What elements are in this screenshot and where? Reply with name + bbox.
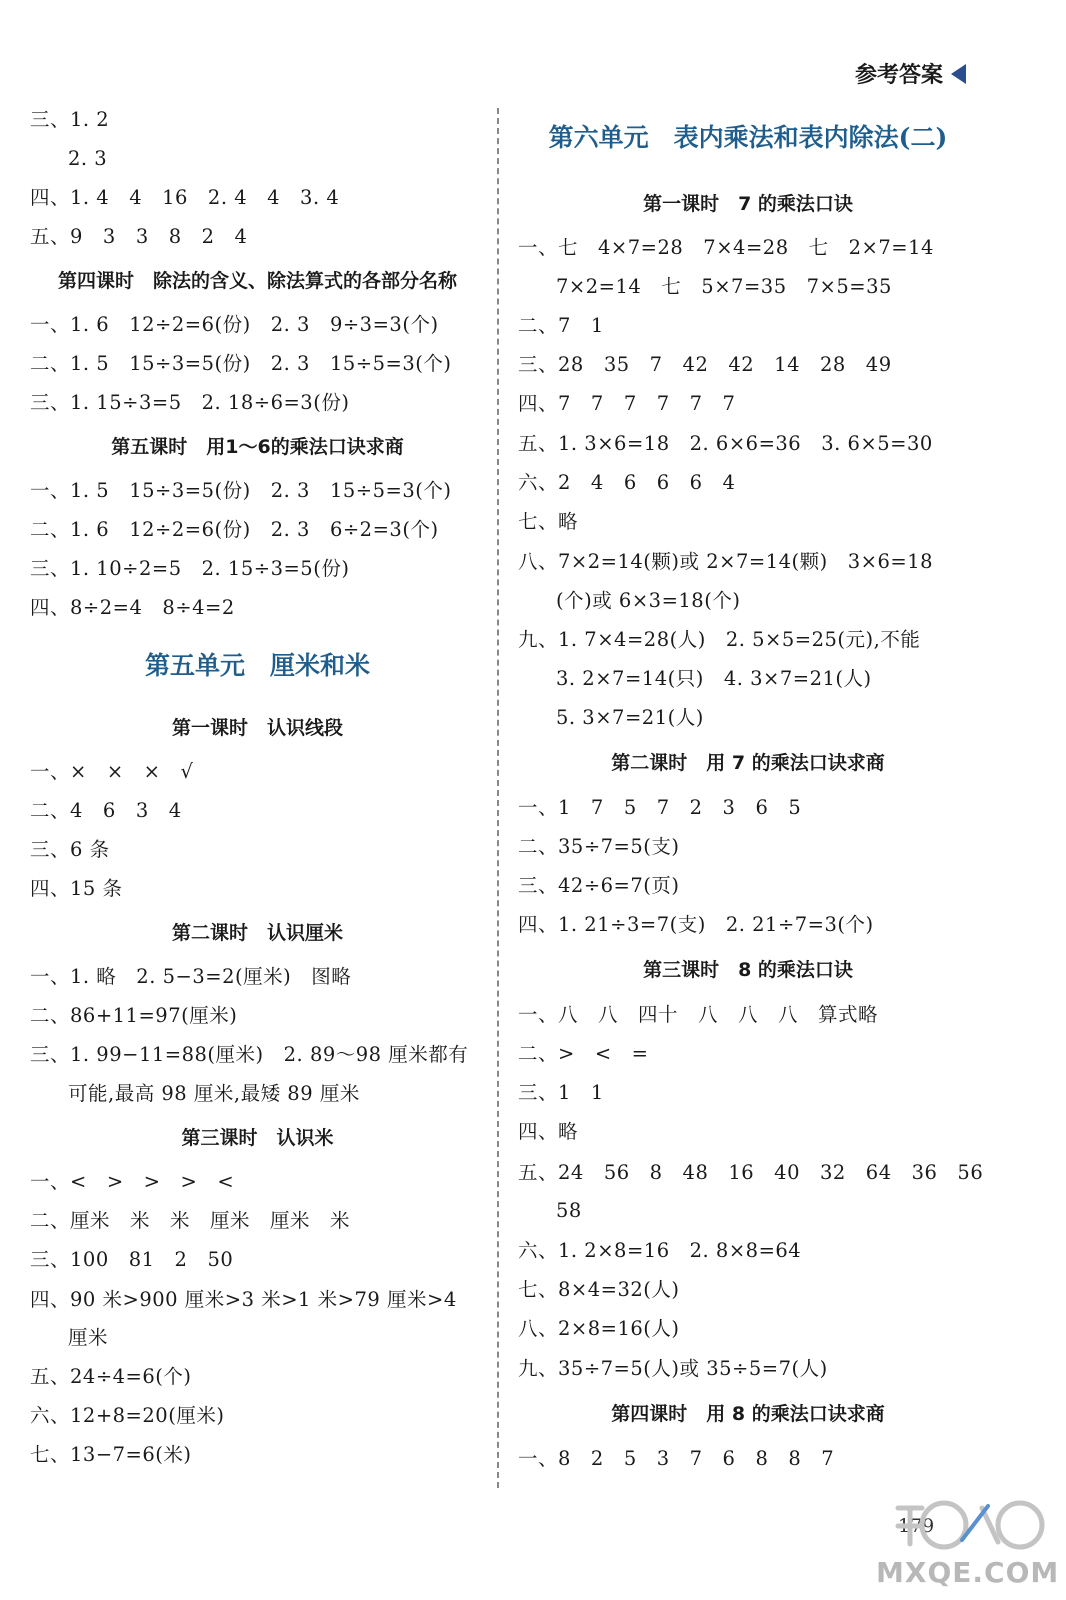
lesson-heading: 第二课时 认识厘米 <box>171 922 343 944</box>
answer-line: 一、1. 5 15÷3=5(份) 2. 3 15÷5=3(个) <box>30 479 452 502</box>
page-number: 179 <box>898 1515 935 1537</box>
answer-line: 八、2×8=16(人) <box>518 1317 680 1340</box>
lesson-heading: 第一课时 7 的乘法口诀 <box>643 193 853 215</box>
answer-line: 二、> < = <box>518 1042 649 1065</box>
unit-heading: 第五单元 厘米和米 <box>144 651 370 680</box>
answer-line: 四、1. 4 4 16 2. 4 4 3. 4 <box>30 186 340 209</box>
answer-line: 六、12+8=20(厘米) <box>30 1404 225 1427</box>
lesson-heading: 第三课时 8 的乘法口诀 <box>643 959 853 981</box>
lesson-heading: 第四课时 用 8 的乘法口诀求商 <box>611 1403 885 1425</box>
answer-line: 四、7 7 7 7 7 7 <box>518 392 736 415</box>
lesson-heading: 第二课时 用 7 的乘法口诀求商 <box>611 752 885 774</box>
answer-line: 七、8×4=32(人) <box>518 1278 680 1301</box>
answer-line: 一、< > > > < <box>30 1170 235 1193</box>
header-title: 参考答案 <box>854 63 943 88</box>
answer-line: 7×2=14 七 5×7=35 7×5=35 <box>556 275 892 298</box>
answer-line: 三、100 81 2 50 <box>30 1248 234 1271</box>
answer-line: 五、24 56 8 48 16 40 32 64 36 56 <box>518 1161 984 1184</box>
lesson-heading: 第五课时 用1～6的乘法口诀求商 <box>111 436 404 458</box>
answer-line: 四、略 <box>518 1120 579 1143</box>
answer-line: 三、42÷6=7(页) <box>518 874 680 897</box>
lesson-heading: 第一课时 认识线段 <box>171 717 343 739</box>
answer-line: 五、1. 3×6=18 2. 6×6=36 3. 6×5=30 <box>518 432 933 455</box>
answer-line: 二、1. 6 12÷2=6(份) 2. 3 6÷2=3(个) <box>30 518 439 541</box>
answer-line: 五、24÷4=6(个) <box>30 1365 192 1388</box>
page-header <box>855 58 966 89</box>
answer-line: 厘米 <box>68 1326 109 1349</box>
answer-line: 二、4 6 3 4 <box>30 799 182 822</box>
answer-line: 三、1. 99−11=88(厘米) 2. 89～98 厘米都有 <box>30 1043 469 1066</box>
answer-line: 二、厘米 米 米 厘米 厘米 米 <box>30 1209 351 1232</box>
answer-line: 2. 3 <box>68 147 108 170</box>
column-divider <box>497 108 499 1488</box>
answer-line: 六、1. 2×8=16 2. 8×8=64 <box>518 1239 802 1262</box>
answer-line: 三、28 35 7 42 42 14 28 49 <box>518 353 892 376</box>
lesson-heading: 第三课时 认识米 <box>181 1127 334 1149</box>
watermark-logo-icon <box>878 1494 1058 1556</box>
answer-line: 58 <box>556 1199 582 1222</box>
answer-line: 六、2 4 6 6 6 4 <box>518 471 736 494</box>
answer-line: 三、1. 15÷3=5 2. 18÷6=3(份) <box>30 391 350 414</box>
answer-line: 一、× × × √ <box>30 760 194 783</box>
answer-line: 三、1. 10÷2=5 2. 15÷3=5(份) <box>30 557 350 580</box>
answer-line: 七、略 <box>518 510 579 533</box>
answer-line: 一、七 4×7=28 7×4=28 七 2×7=14 <box>518 236 934 259</box>
triangle-left-icon <box>951 64 966 84</box>
answer-line: 一、1. 6 12÷2=6(份) 2. 3 9÷3=3(个) <box>30 313 439 336</box>
answer-line: 三、1 1 <box>518 1081 604 1104</box>
answer-line: 一、8 2 5 3 7 6 8 8 7 <box>518 1447 835 1470</box>
answer-line: 七、13−7=6(米) <box>30 1443 192 1466</box>
answer-line: 五、9 3 3 8 2 4 <box>30 225 248 248</box>
answer-line: 四、8÷2=4 8÷4=2 <box>30 596 235 619</box>
answer-line: 可能,最高 98 厘米,最矮 89 厘米 <box>68 1082 360 1105</box>
answer-line: 九、35÷7=5(人)或 35÷5=7(人) <box>518 1357 828 1380</box>
answer-line: 四、1. 21÷3=7(支) 2. 21÷7=3(个) <box>518 913 874 936</box>
answer-line: 3. 2×7=14(只) 4. 3×7=21(人) <box>556 667 872 690</box>
watermark <box>872 1490 1062 1598</box>
answer-line: 二、7 1 <box>518 314 604 337</box>
answer-line: 四、90 米>900 厘米>3 米>1 米>79 厘米>4 <box>30 1288 457 1311</box>
answer-line: 二、35÷7=5(支) <box>518 835 680 858</box>
answer-line: 二、1. 5 15÷3=5(份) 2. 3 15÷5=3(个) <box>30 352 452 375</box>
answer-line: 九、1. 7×4=28(人) 2. 5×5=25(元),不能 <box>518 628 921 651</box>
unit-heading: 第六单元 表内乘法和表内除法(二) <box>548 123 948 152</box>
answer-line: 三、6 条 <box>30 838 110 861</box>
answer-line: 一、1. 略 2. 5−3=2(厘米) 图略 <box>30 965 352 988</box>
answer-line: 一、八 八 四十 八 八 八 算式略 <box>518 1003 879 1026</box>
answer-line: 5. 3×7=21(人) <box>556 706 704 729</box>
lesson-heading: 第四课时 除法的含义、除法算式的各部分名称 <box>57 270 457 292</box>
answer-line: 一、1 7 5 7 2 3 6 5 <box>518 796 802 819</box>
answer-line: 四、15 条 <box>30 877 123 900</box>
answer-line: 三、1. 2 <box>30 108 110 131</box>
answer-line: 八、7×2=14(颗)或 2×7=14(颗) 3×6=18 <box>518 550 934 573</box>
answer-line: (个)或 6×3=18(个) <box>556 589 741 612</box>
watermark-text: MXQE.COM <box>876 1556 1060 1589</box>
answer-line: 二、86+11=97(厘米) <box>30 1004 238 1027</box>
